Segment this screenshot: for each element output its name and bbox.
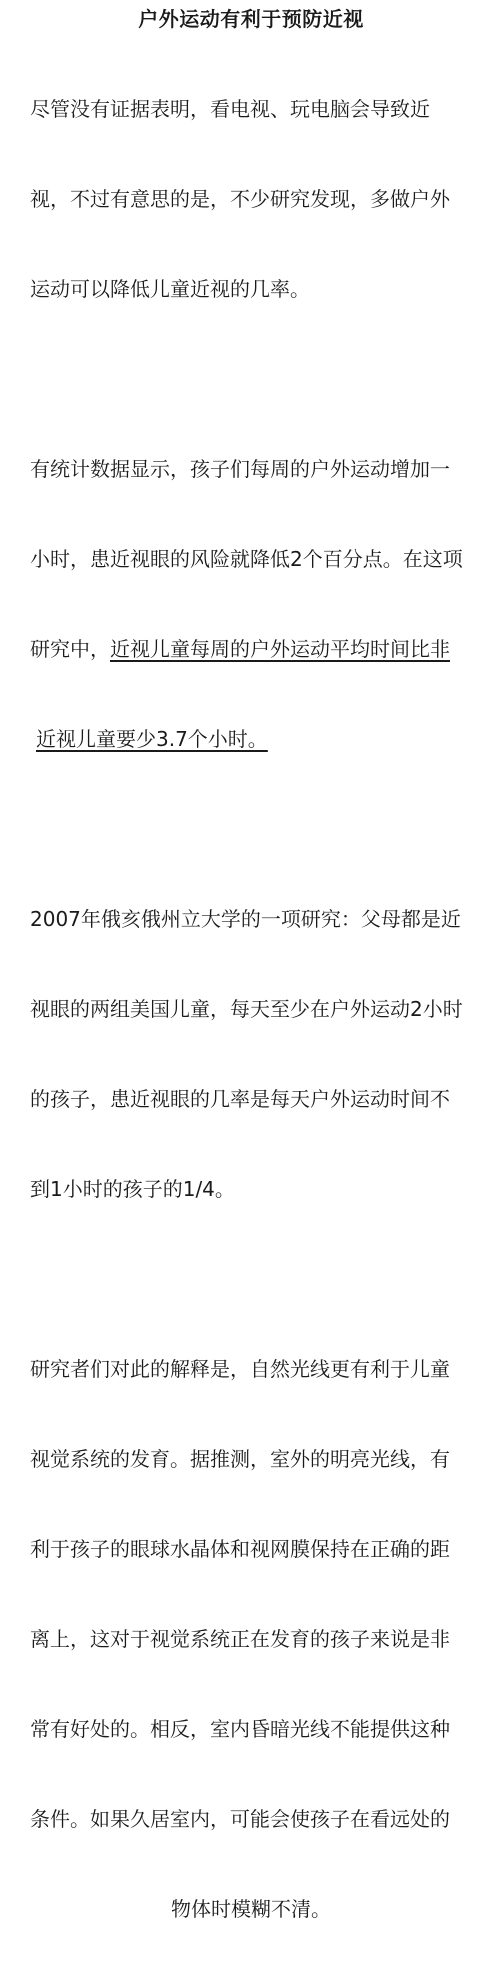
paragraph-3 [30,844,472,1264]
paragraph-1 [30,34,472,364]
paragraph-gap [30,814,472,844]
text-line: 小时，患近视眼的风险就降低2个百分点。在这项 [30,547,463,571]
text-line: 利于孩子的眼球水晶体和视网膜保持在正确的距 [30,1537,450,1561]
text-line: 2007年俄亥俄州立大学的一项研究：父母都是近 [30,907,461,931]
text-line: 视，不过有意思的是，不少研究发现，多做户外 [30,187,450,211]
text-line-underlined [30,724,472,754]
text-line: 物体时模糊不清。 [171,1897,331,1921]
text-line: 到1小时的孩子的1/4。 [30,1177,235,1201]
paragraph-gap [30,1264,472,1294]
text-line: 视眼的两组美国儿童，每天至少在户外运动2小时 [30,997,463,1021]
paragraph-4 [30,1294,472,1984]
text-line: 离上，这对于视觉系统正在发育的孩子来说是非 [30,1627,450,1651]
paragraph-2 [30,394,472,814]
text-line-mixed [30,634,472,664]
article-title: 户外运动有利于预防近视 [138,7,364,31]
paragraph-gap [30,364,472,394]
underlined-text: 近视儿童每周的户外运动平均时间比非 [110,637,450,661]
text-line: 尽管没有证据表明，看电视、玩电脑会导致近 [30,97,430,121]
text-line: 常有好处的。相反，室内昏暗光线不能提供这种 [30,1717,450,1741]
text-line: 有统计数据显示，孩子们每周的户外运动增加一 [30,457,450,481]
text-line: 运动可以降低儿童近视的几率。 [30,277,310,301]
text-line: 条件。如果久居室内，可能会使孩子在看远处的 [30,1807,450,1831]
plain-text: 研究中， [30,637,110,661]
text-line: 的孩子，患近视眼的几率是每天户外运动时间不 [30,1087,450,1111]
text-line: 研究者们对此的解释是，自然光线更有利于儿童 [30,1357,450,1381]
underlined-text: 近视儿童要少3.7个小时。 [36,727,268,751]
text-line: 视觉系统的发育。据推测，室外的明亮光线，有 [30,1447,450,1471]
